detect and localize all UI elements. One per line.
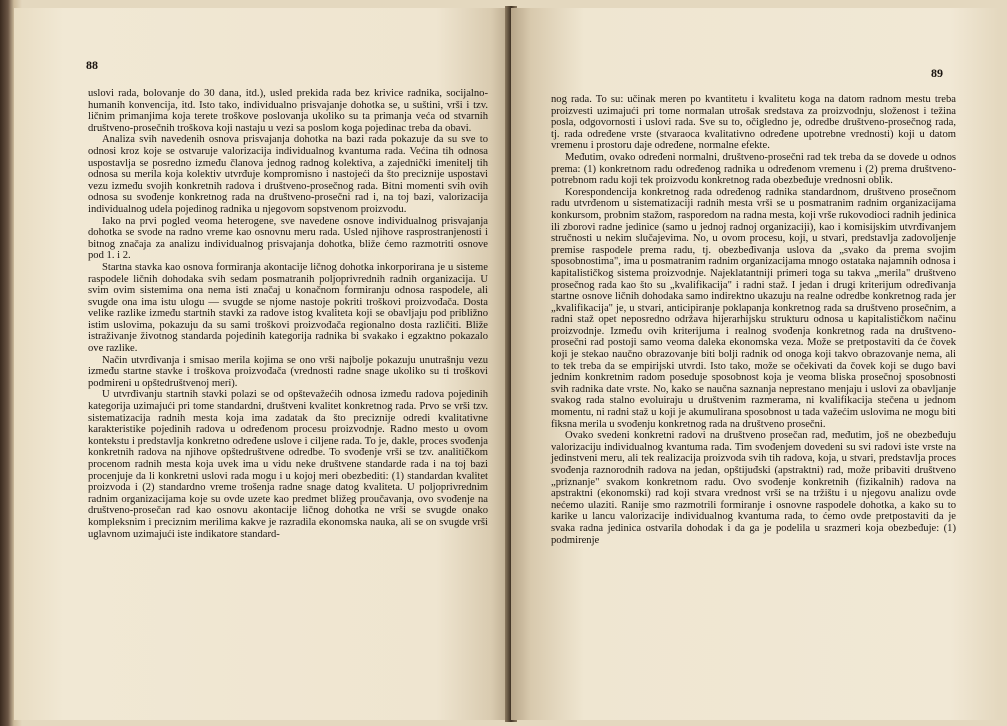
page-number: 89 (931, 66, 943, 80)
left-page (14, 8, 511, 720)
page-number: 88 (86, 58, 98, 72)
paragraph: Način utvrđivanja i smisao merila kojima se ono vrši najbolje pokazuju unutrašnju vezu između startne stavke i troškova proizvođača (vrednosti radne snage ukoliko su ti troškovi podmireni u opštedruštvenoj meri). (88, 354, 488, 389)
paragraph: uslovi rada, bolovanje do 30 dana, itd.), usled prekida rada bez krivice radnika, socijalno-humanih konvencija, itd. Isto tako, individualno prisvajanje dohotka se, u suštini, vrši i tzv. ličnim primanjima koja terete troškove poslovanja ukoliko su ta primanja veća od stvarnih društveno-prosečnih troškova koji nastaju u vezi sa poslom koga pojedinac treba da obavi. (88, 88, 488, 134)
left-page-text (88, 88, 488, 540)
paragraph: Iako na prvi pogled veoma heterogene, sve navedene osnove individualnog prisvajanja dohotka se svode na radno vreme kao osnovnu meru rada. Usled njihove rasprostranjenosti i bitnog značaja za analizu individualnog prisvajanja dohotka, bliže ćemo razmotriti osnove pod 1. i 2. (88, 215, 488, 262)
right-page (511, 8, 999, 720)
paragraph: Međutim, ovako određeni normalni, društveno-prosečni rad tek treba da se dovede u odnos prema: (1) konkretnom radu određenog radnika u određenom vremenu i (2) prema društveno-potrebnom radu koji tek proizvodu konkretnog rada obezbeđuje vrednosni oblik. (551, 151, 956, 187)
paragraph: nog rada. To su: učinak meren po kvantitetu i kvalitetu koga na datom radnom mestu treba proizvesti uzimajući pri tome normalan utrošak sredstava za proizvodnju, složenost i težina posla, odgovornosti i uslovi rada. Sve su to, očigledno je, odredbe društveno-prosečnog rada, tj. rada određene vrste (stvaraoca kvalitativno određene upotrebne vrednosti) koji u datom vremenu i prostoru daje određene, normalne efekte. (551, 94, 956, 152)
right-page-text (551, 94, 956, 546)
paragraph: Korespondencija konkretnog rada određenog radnika standardnom, društveno prosečnom radu utvrđenom u sistematizaciji radnih mesta vrši se u posmatranim radnim organizacijama konkursom, probnim stažom, rasporedom na radna mesta, koji vrše rukovodioci radnih jedinica ili zborovi radne jedinice (samo u jednoj radnoj organizaciji), kao i komisijskim utvrđivanjem stručnosti u nekim slučajevima. No, u ovom procesu, koji, u stvari, predstavlja zadovoljenje premise raspodele prema radu, tj. obezbeđivanja uslova da „svako da prema svojim sposobnostima", ima u posmatranim radnim organizacijama mnogo ostataka najamnih odnosa i kapitalističkog sistema proizvodnje. Najeklatantniji primeri toga su takva „merila" društveno prosečnog rada kao što su „kvalifikacija" i radni staž. I jedan i drugi kriterijum određivanja startne osnove ličnih dohodaka samo indirektno ukazuju na realne odredbe konkretnog rada jer „kvalifikacija" je, u stvari, anticipiranje poklapanja konkretnog rada sa društveno prosečnim, a radni staž opet neposredno održava hijerarhijsku strukturu odnosa u kapitalističkom načinu proizvodnje. Između ovih kriterijuma i realnog svođenja konkretnog rada na društveno-prosečni rad postoji samo veoma daleka ekonomska veza. Može se pretpostaviti da će čovek koji je stekao naučno obrazovanje biti bolji radnik od onoga koji takvo obrazovanje nema, ali to tek treba da se empirijski utvrdi. Isto tako, može se očekivati da čovek koji se dugo bavi jednim konkretnim radom poseduje sposobnost koja je veoma bliska prosečnoj sposobnosti svih radnika date vrste. No, kako se naučna saznanja neprestano menjaju i uslovi za obavljanje svakog rada stalno evoluiraju u društvenim razmerama, ni kvalifikacija stečena u jednom momentu, ni radni staž u koji je akumulirana sposobnost u tada važećim uslovima ne mogu biti fiksna merila u svođenju konkretnog rada na društveno prosečni. (551, 186, 956, 430)
paragraph: Ovako svedeni konkretni radovi na društveno prosečan rad, međutim, još ne obezbeđuju valorizaciju individualnog kvantuma rada. Tim svođenjem dovedeni su svi radovi iste vrste na jedinstveni meru, ali tek realizacija proizvoda svih tih radova, koja, u stvari, predstavlja proces svođenja raznorodnih radova na jedan, opštijuđski (apstraktni) rad, može pribaviti društveno „priznanje" svakom konkretnom radu. Ovo svođenje konkretnih (fizikalnih) radova na apstraktni (ekonomski) rad koji stvara vrednost vrši se na tržištu i u njegovu analizu ovde nećemo ulaziti. Ranije smo razmotrili formiranje i osnovne raspodele dohotka, a kako su to karike u lancu valorizacije individualnog kvantuma rada, to ćemo ovde pretpostaviti da je svaka radna jedinica ostvarila dohodak i da ga je podelila u srazmeri koja obezbeđuje: (1) podmirenje (551, 430, 956, 546)
paragraph: Analiza svih navedenih osnova prisvajanja dohotka na bazi rada pokazuje da su sve to odnosi kroz koje se ostvaruje valorizacija individualnog kvantuma rada. Većina tih odnosa uspostavlja se posredno između članova jednog radnog kolektiva, a zajednički imenitelj tih odnosa su merila koja kolektiv utvrđuje kompromisno i nastojeći da što preciznije uspostavi vezu između svojih konkretnih radova i društveno-prosečnog rada. Bitni momenti svih ovih odnosa su svođenje konkretnog rada na društveno-prosečni rad i, na toj bazi, valorizacija individualnog udela pojedinog radnika u njegovom sopstvenom proizvodu. (88, 134, 488, 215)
paragraph: Startna stavka kao osnova formiranja akontacije ličnog dohotka inkorporirana je u sisteme raspodele ličnih dohodaka svih sedam posmatranih poljoprivrednih radnih organizacija. U svim ovim sistemima ona nema isti značaj u konačnom formiranju odnosa raspodele, ali svugde ona ima istu ulogu — svugde se njome nastoje pokriti troškovi proizvođača. Dosta velike razlike između startnih stavki za radove istog kvaliteta koji se obavljaju pod približno istim uslovima, pokazuju da su sami troškovi proizvođača regionalno dosta različiti. Bliže istraživanje životnog standarda pojedinih kategorija radnika bi svakako i egzaktno pokazalo ove razlike. (88, 261, 488, 355)
paragraph: U utvrđivanju startnih stavki polazi se od opštevažećih odnosa između radova pojedinih kategorija uzimajući pri tome standardni, društveni kvalitet konkretnog rada. Prvo se vrši tzv. sistematizacija radnih mesta koja ima zadatak da što preciznije odredi kvalitativne karakteristike pojedinih radova u određenom procesu proizvodnje. Radno mesto u ovom kontekstu i predstavlja konkretno određene uslove i ciljene rada. To je, dakle, proces svođenja konkretnih radova na njihove opštedruštvene odredbe. To svođenje vrši se tzv. analitičkom procenom radnih mesta koja uvek ima u vidu neke društvene standarde rada i na toj bazi procenjuje da li konkretni uslovi rada mogu i u kojoj meri obezbediti: (1) standardan kvalitet proizvoda i (2) standardno vreme trošenja radne snage datog kvaliteta. U poljoprivrednim radnim organizacijama koje su ovde uzete kao predmet bližeg proučavanja, ovo svođenje na društveno-prosečan rad kao osnovu akontacije ličnog dohotka ne vrši se svugde onako kompleksnim i preciznim merilima kakve je razradila ekonomska nauka, ali se on svugde vrši uglavnom uzimajući iste indikatore standard- (88, 389, 488, 540)
